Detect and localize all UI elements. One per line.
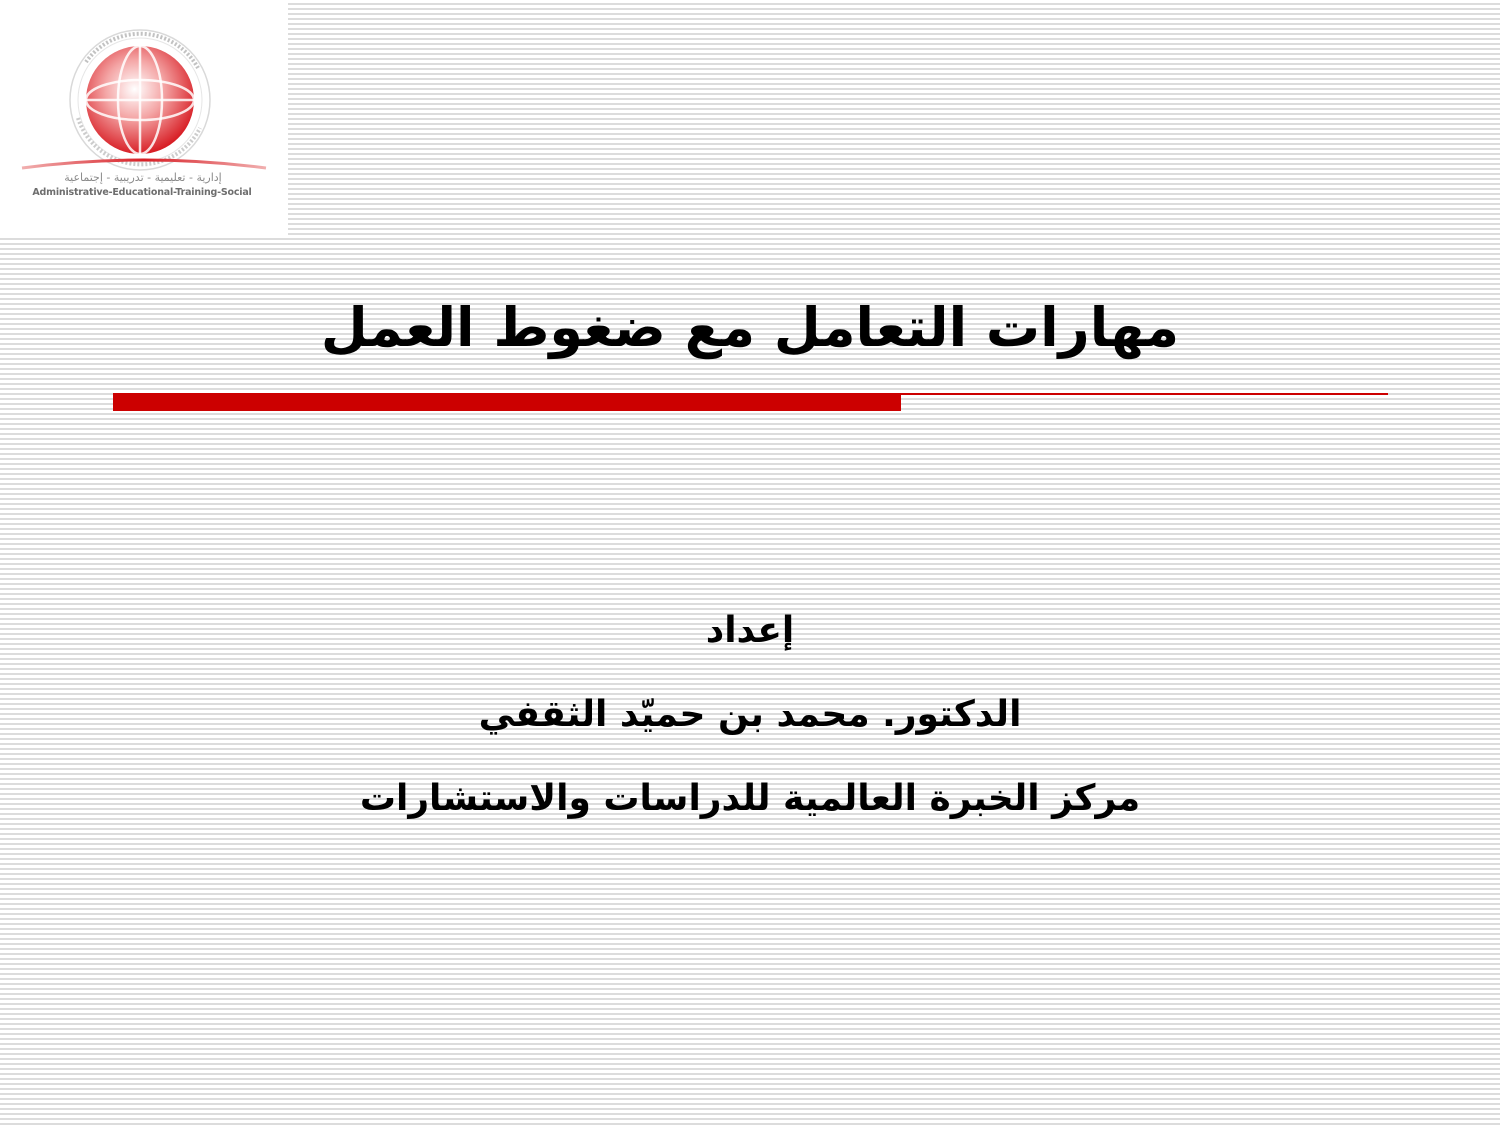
- title-underline-thick: [113, 393, 901, 411]
- author-name: الدكتور. محمد بن حميّد الثقفي: [478, 694, 1022, 735]
- logo-tagline-ar: إدارية - تعليمية - تدريبية - إجتماعية: [64, 171, 222, 184]
- prepared-by-label: إعداد: [705, 610, 795, 651]
- logo-tagline-en: Administrative-Educational-Training-Social: [32, 187, 252, 198]
- slide-title: مهارات التعامل مع ضغوط العمل: [320, 296, 1180, 359]
- logo: [0, 0, 288, 235]
- title-underline-thin: [901, 393, 1388, 395]
- globe-icon: [0, 0, 288, 235]
- organization-name: مركز الخبرة العالمية للدراسات والاستشارات: [359, 778, 1141, 819]
